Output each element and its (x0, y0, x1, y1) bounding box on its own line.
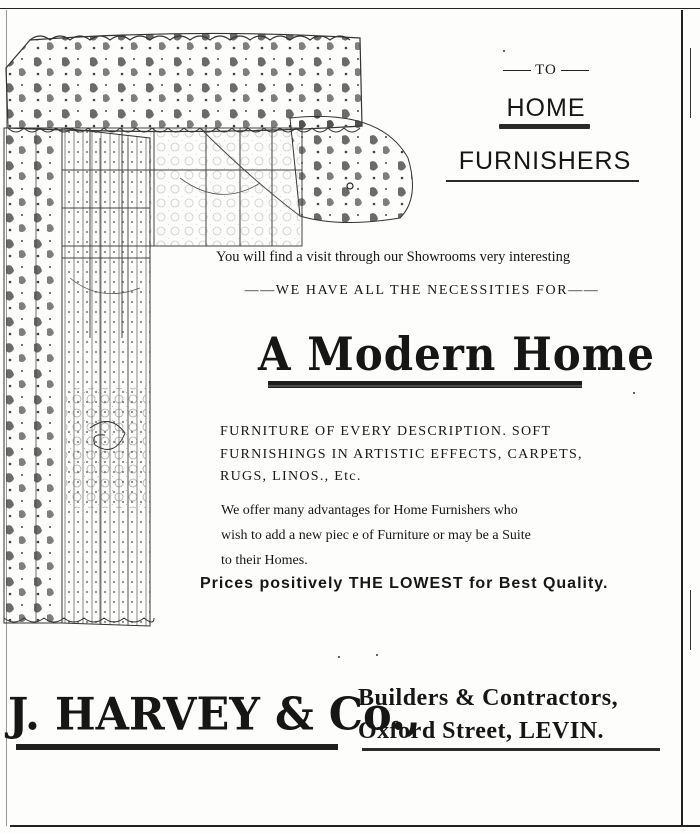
furniture-line: FURNITURE OF EVERY DESCRIPTION. SOFT (220, 424, 552, 439)
heading-furnishers-rule (446, 180, 639, 182)
company-name: J. HARVEY & Co., (8, 688, 421, 742)
right-border-rule (681, 10, 683, 826)
heading-home: HOME (506, 94, 586, 122)
bottom-border-rule (10, 825, 700, 827)
offer-paragraph (221, 498, 631, 573)
offer-line: to their Homes. (221, 553, 308, 568)
margin-tick (690, 48, 691, 118)
company-name-rule (16, 744, 338, 750)
print-speck (376, 654, 378, 656)
heading-furnishers: FURNISHERS (458, 147, 632, 175)
prices-line: Prices positively THE LOWEST for Best Quality. (200, 575, 609, 592)
to-label: TO (490, 62, 602, 79)
company-address-rule (362, 748, 660, 751)
print-speck (633, 392, 635, 394)
modern-home-headline: A Modern Home (258, 328, 655, 381)
print-speck (503, 50, 505, 52)
furniture-line: RUGS, LINOS., Etc. (220, 469, 362, 484)
furniture-line: FURNISHINGS IN ARTISTIC EFFECTS, CARPETS, (220, 446, 583, 462)
curtain-drape (4, 128, 154, 626)
modern-home-rule-shade (268, 385, 582, 387)
offer-line: We offer many advantages for Home Furnishers who (221, 503, 518, 518)
company-address: Oxford Street, LEVIN. (358, 718, 605, 744)
margin-tick (690, 590, 691, 650)
offer-line: wish to add a new piec e of Furniture or may be a Suite (221, 528, 531, 543)
heading-home-rule (499, 124, 590, 129)
top-border-rule (0, 8, 700, 9)
necessities-text: ——WE HAVE ALL THE NECESSITIES FOR—— (244, 283, 600, 298)
visit-text: You will find a visit through our Showrooms very interesting (216, 249, 571, 265)
company-trade: Builders & Contractors, (358, 685, 619, 711)
print-speck (338, 656, 340, 658)
furniture-description (220, 421, 630, 489)
